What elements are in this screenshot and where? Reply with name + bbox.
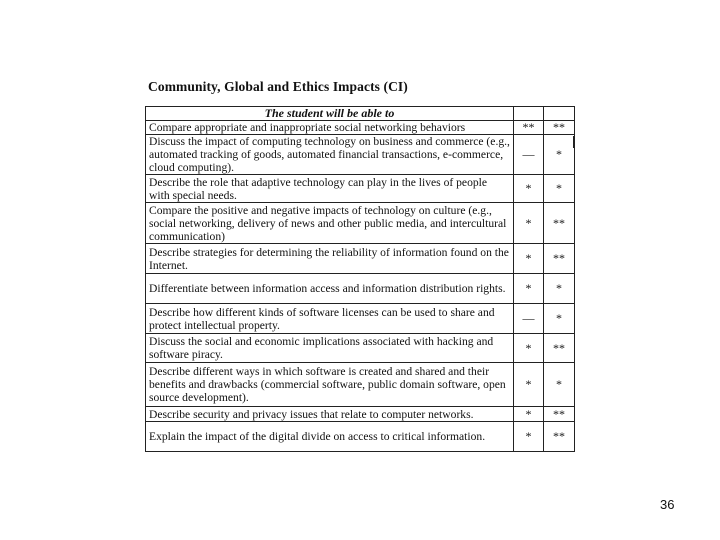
row-mark-b: ** (544, 121, 575, 135)
row-mark-a: * (514, 363, 544, 407)
row-mark-b: ** (544, 203, 575, 244)
table-row (146, 407, 575, 422)
row-description: Describe how different kinds of software licenses can be used to share and protect intellectual property. (146, 304, 514, 334)
row-description: Discuss the impact of computing technology on business and commerce (e.g., automated tracking of goods, automated financial transactions, e-commerce, cloud computing). (146, 135, 514, 175)
table-row (146, 244, 575, 274)
row-description: Explain the impact of the digital divide on access to critical information. (146, 422, 514, 452)
table-row (146, 121, 575, 135)
row-mark-a: * (514, 422, 544, 452)
row-mark-a: * (514, 175, 544, 203)
table-row (146, 334, 575, 363)
row-mark-a: — (514, 135, 544, 175)
row-description: Differentiate between information access and information distribution rights. (146, 274, 514, 304)
row-description: Describe strategies for determining the reliability of information found on the Internet. (146, 244, 514, 274)
row-mark-a: * (514, 203, 544, 244)
row-mark-a: * (514, 244, 544, 274)
table-header: The student will be able to (146, 107, 514, 121)
table-row (146, 203, 575, 244)
row-mark-b: ** (544, 407, 575, 422)
row-description: Discuss the social and economic implications associated with hacking and software piracy. (146, 334, 514, 363)
row-mark-a: * (514, 407, 544, 422)
row-description: Describe different ways in which software is created and shared and their benefits and drawbacks (commercial software, public domain software, open source development). (146, 363, 514, 407)
row-mark-a: * (514, 334, 544, 363)
table-header-blank (514, 107, 544, 121)
row-mark-b: * (544, 304, 575, 334)
row-mark-b: * (544, 135, 575, 175)
table-row (146, 304, 575, 334)
margin-mark (573, 136, 575, 148)
table-row (146, 274, 575, 304)
row-description: Compare the positive and negative impacts of technology on culture (e.g., social networking, delivery of news and other public media, and intercultural communication) (146, 203, 514, 244)
impacts-table (145, 106, 575, 452)
row-description: Describe security and privacy issues that relate to computer networks. (146, 407, 514, 422)
row-mark-a: ** (514, 121, 544, 135)
page-number: 36 (660, 497, 675, 512)
row-description: Describe the role that adaptive technology can play in the lives of people with special needs. (146, 175, 514, 203)
table-row (146, 175, 575, 203)
table-header-blank (544, 107, 575, 121)
row-mark-a: * (514, 274, 544, 304)
table-row (146, 135, 575, 175)
row-mark-b: * (544, 363, 575, 407)
row-mark-b: ** (544, 334, 575, 363)
row-mark-b: * (544, 175, 575, 203)
row-mark-b: ** (544, 422, 575, 452)
table-row (146, 363, 575, 407)
table-row (146, 422, 575, 452)
table-header-row (146, 107, 575, 121)
row-mark-a: — (514, 304, 544, 334)
row-mark-b: ** (544, 244, 575, 274)
row-mark-b: * (544, 274, 575, 304)
section-heading: Community, Global and Ethics Impacts (CI) (148, 79, 408, 94)
row-description: Compare appropriate and inappropriate social networking behaviors (146, 121, 514, 135)
